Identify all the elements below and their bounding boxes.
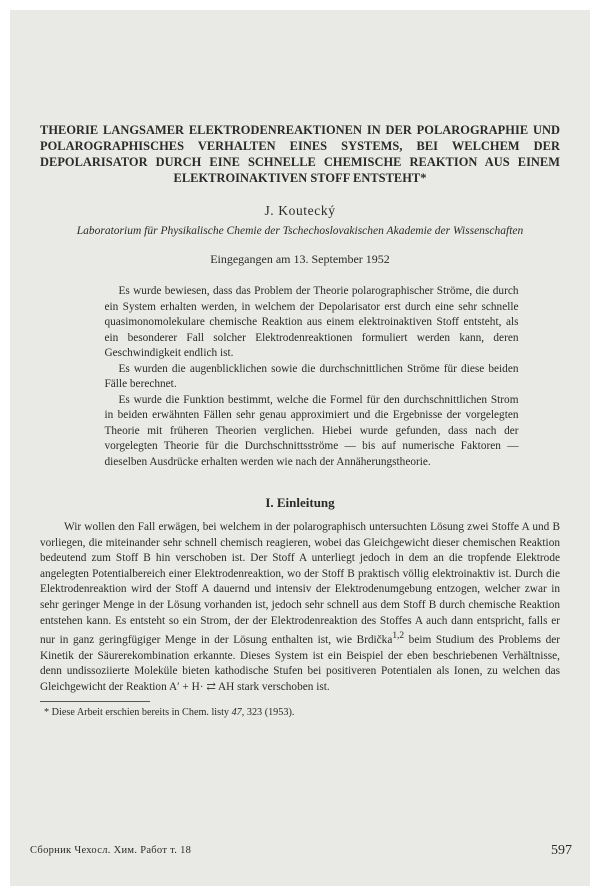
- section-heading: I. Einleitung: [265, 495, 335, 510]
- body-text-part: Wir wollen den Fall erwägen, bei welchem in der polarographisch untersuchten Lösung zwei Stoffe A und B vorliegen, die miteinander sehr schnell chemisch reagieren, wobei das Gleichgewicht dieser chemischen Reaktion bedeutend zum Stoff B hin verschoben ist. Der Stoff A unterliegt jedoch in dem an die tropfende Elektrode angelegten Potentialbereich einer Elektrodenreaktion, wo der Stoff B praktisch völlig elektroinaktiv ist. Durch die Elektrodenreaktion wird der Stoff A dauernd und intensiv der Elektrodenumgebung entzogen, welcher zwar in sehr geringer Menge in der Lösung vorhanden ist, jedoch sehr schnell aus dem Stoff B durch chemische Reaktion entstehen kann. Es entsteht so ein Strom, der der Elektrodenreaktion des Stoffes A auch dann entspricht, falls er nur in ganz geringfügiger Menge in der Lösung enthalten ist, wie Brdička: [40, 521, 560, 646]
- abstract-paragraph: Es wurde bewiesen, dass das Problem der Theorie polarographischer Ströme, die durch ein System erhalten werden, in welchem der Depolarisator erst durch eine sehr schnelle quasimonomolekulare chemische Reaktion aus einem elektroinaktiven Stoff entsteht, als ein besonderer Fall solcher Elektrodenreaktionen formuliert werden kann, deren Geschwindigkeit endlich ist.: [104, 285, 519, 359]
- page: [10, 10, 590, 886]
- author-affiliation: Laboratorium für Physikalische Chemie der Tschechoslovakischen Akademie der Wissenschaften: [76, 225, 524, 237]
- abstract-paragraph: Es wurde die Funktion bestimmt, welche die Formel für den durchschnittlichen Strom in beiden erwähnten Fällen sehr genau approximiert und die Ergebnisse der vorgelegten Theorie mit früheren Theorien verglichen. Hiebei wurde gefunden, dass nach der vorgelegten Theorie für die Durchschnittsströme — bis auf numerische Faktoren — dieselben Ausdrücke erhalten werden wie nach der Annäherungstheorie.: [104, 393, 519, 468]
- body-text-part: beim Studium des Problems der Kinetik der Säurerekombination erkannte. Dieses System ist ein Beispiel der eben beschriebenen Verhältnisse, denn undissoziierte Moleküle bieten kathodische Stufen bei positiveren Potentialen als Ionen, zu welchen das Gleichgewicht der Reaktion: [40, 633, 560, 693]
- body-paragraph: [40, 520, 560, 695]
- citation-reference: 1,2: [392, 631, 405, 642]
- body-text-part: stark verschoben ist.: [234, 680, 330, 693]
- received-date: Eingegangen am 13. September 1952: [210, 252, 390, 266]
- page-footer: [30, 843, 572, 861]
- paper-title: THEORIE LANGSAMER ELEKTRODENREAKTIONEN IN DER POLAROGRAPHIE UND POLAROGRAPHISCHES VERHALTEN EINES SYSTEMS, BEI WELCHEM DER DEPOLARISATOR DURCH EINE SCHNELLE CHEMISCHE REAKTION AUS EINEM ELEKTROINAKTIVEN STOFF ENTSTEHT*: [40, 123, 560, 185]
- journal-name: Сборник Чехосл. Хим. Работ т. 18: [30, 845, 192, 856]
- footnote: [40, 706, 560, 719]
- footnote-text: * Diese Arbeit erschien bereits in Chem. listy: [44, 707, 232, 719]
- page-content: [40, 122, 560, 719]
- abstract: [82, 284, 519, 470]
- footnote-citation: , 323 (1953).: [241, 707, 295, 719]
- author-name: J. Koutecký: [264, 203, 336, 218]
- page-number: 597: [551, 843, 572, 858]
- reaction-equation: A′ + H· ⇄ AH: [168, 680, 235, 693]
- abstract-paragraph: Es wurden die augenblicklichen sowie die durchschnittlichen Ströme für diese beiden Fälle berechnet.: [104, 362, 519, 390]
- footnote-divider: [40, 701, 150, 702]
- footnote-volume: 47: [231, 707, 242, 719]
